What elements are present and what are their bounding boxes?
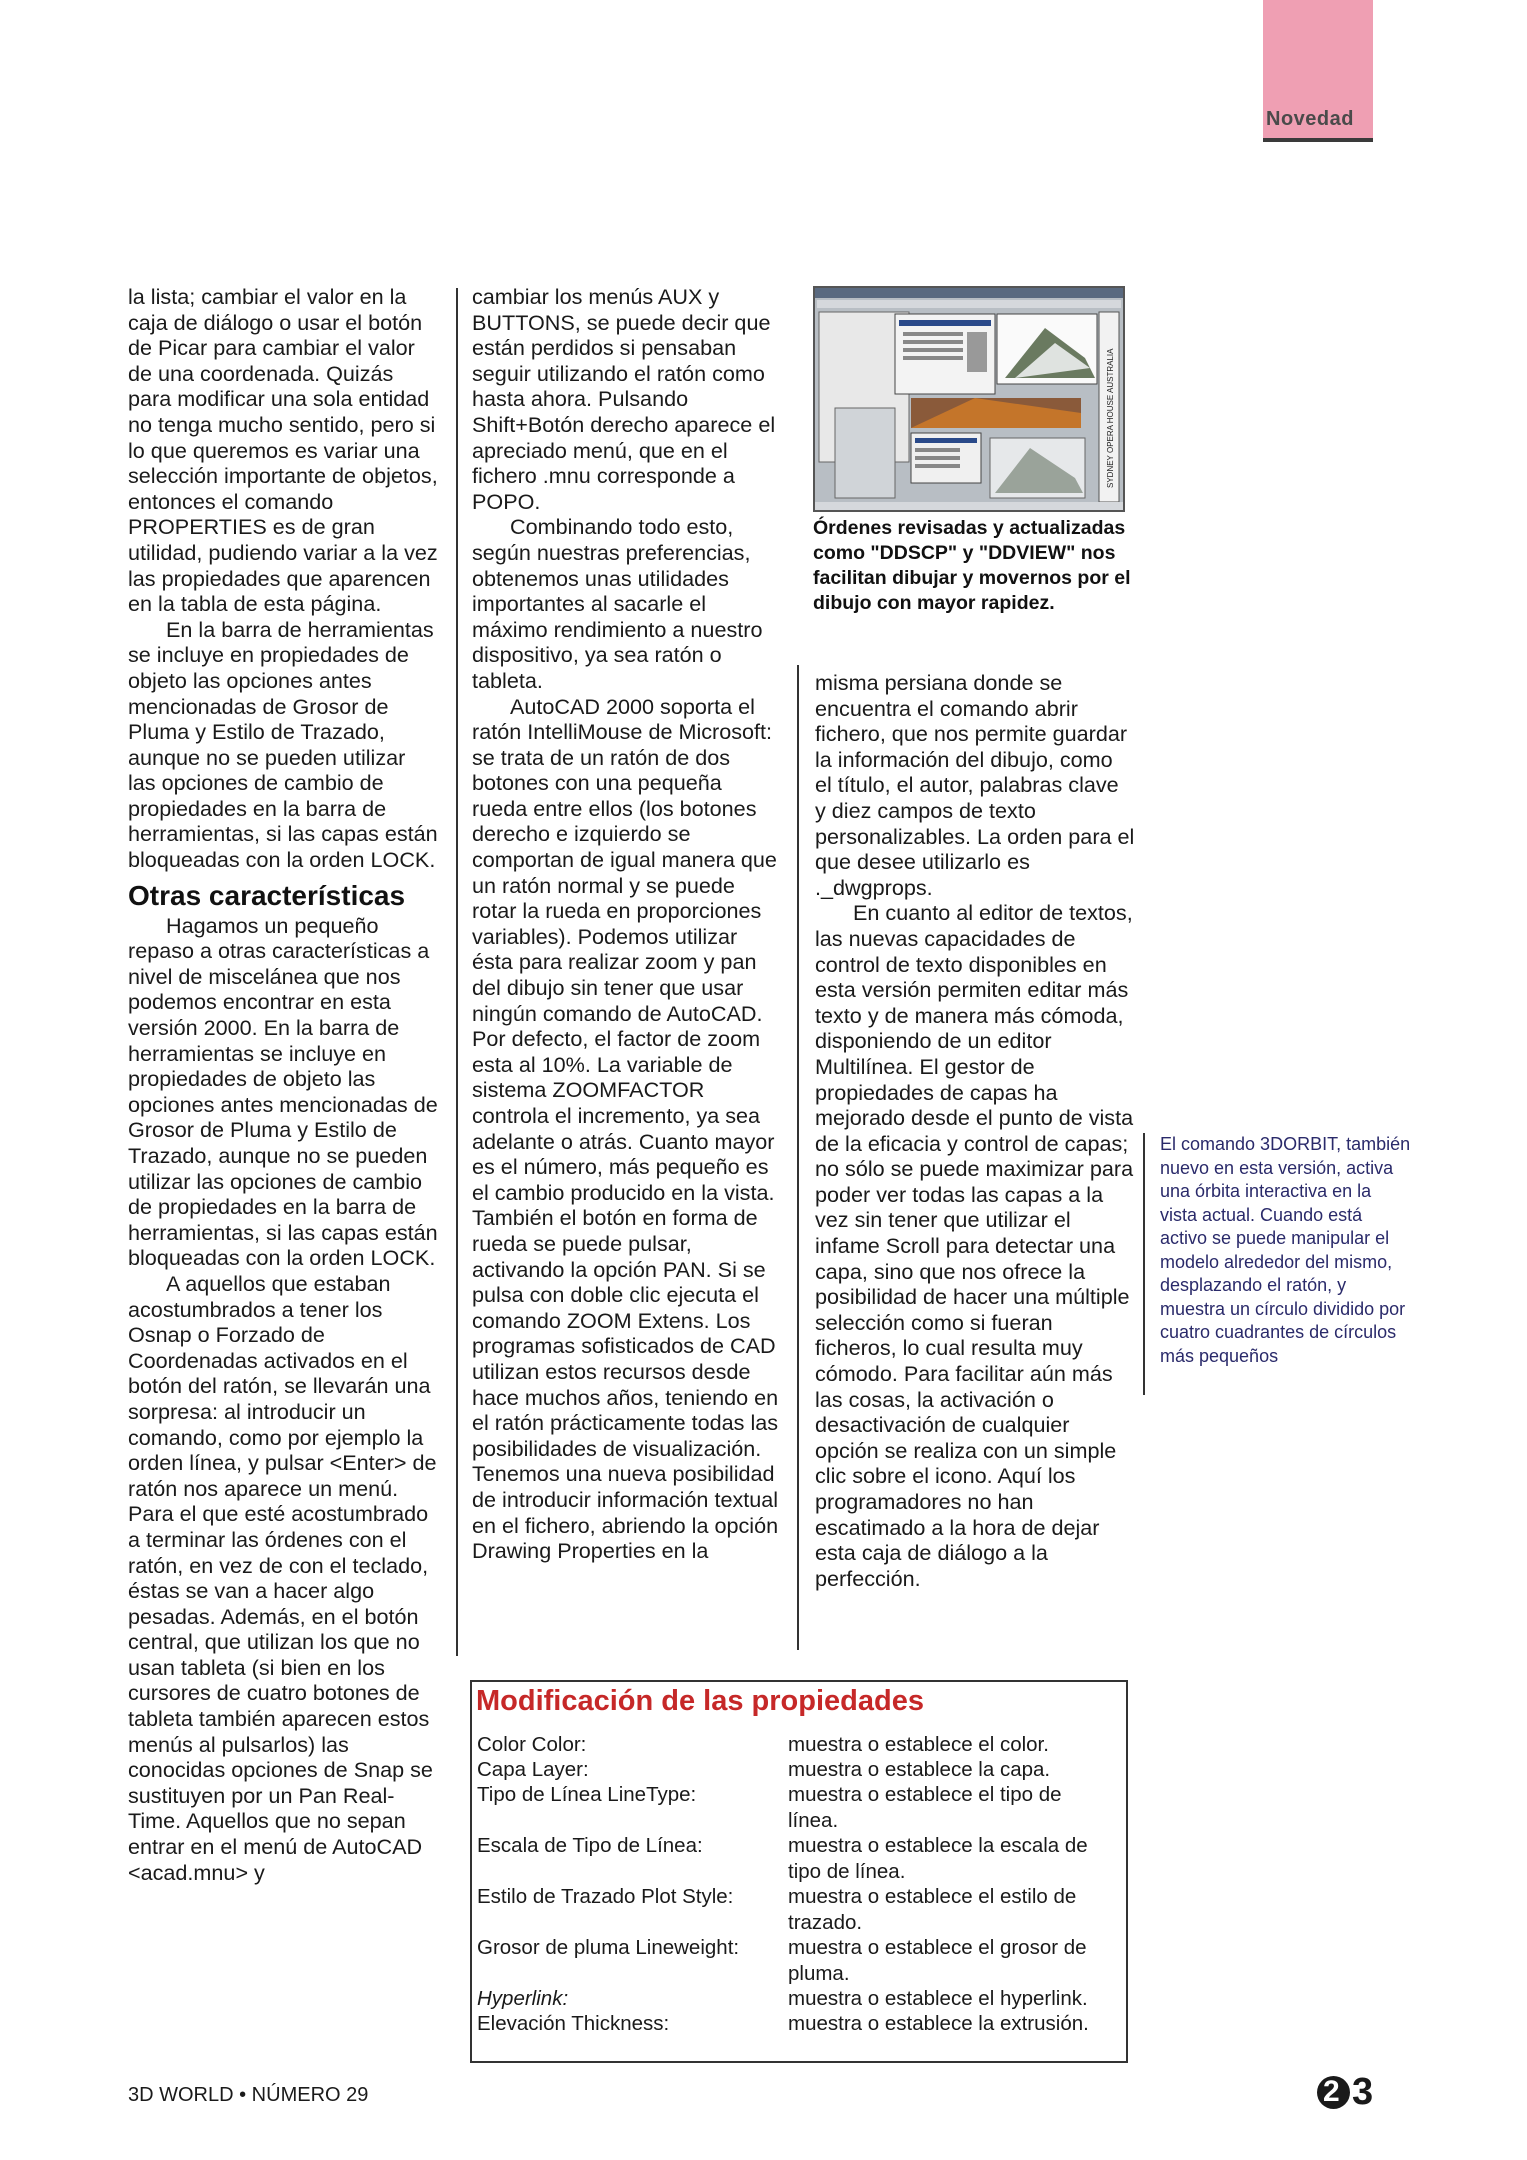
column-rule-1 [456, 288, 458, 1656]
property-description: muestra o establece la extrusión. [788, 2012, 1089, 2035]
col2-paragraph-1: cambiar los menús AUX y BUTTONS, se puede decir que están perdidos si pensaban seguir utilizando el ratón como hasta ahora. Pulsando Shift+Botón derecho aparece el apreciado menú, que en el fichero .mnu corresponde a POPO. [472, 284, 776, 514]
property-description: muestra o establece el color. [788, 1733, 1049, 1756]
figure-caption: Órdenes revisadas y actualizadas como "DDSCP" y "DDVIEW" nos facilitan dibujar y movernos por el dibujo con mayor rapidez. [813, 517, 1131, 614]
property-description: muestra o establece la escala de tipo de línea. [788, 1834, 1088, 1883]
side-note: El comando 3DORBIT, también nuevo en esta versión, activa una órbita interactiva en la vista actual. Cuando está activo se puede manipular el modelo alrededor del mismo, desplazando el ratón, y muestra un círculo dividido por cuatro cuadrantes de círculos más pequeños [1160, 1134, 1411, 1366]
property-description: muestra o establece el grosor de pluma. [788, 1936, 1087, 1985]
property-label: Elevación Thickness: [477, 2012, 670, 2035]
property-description: muestra o establece la capa. [788, 1758, 1051, 1781]
section-heading: Otras características [128, 879, 406, 911]
col1-paragraph-3: Hagamos un pequeño repaso a otras características a nivel de miscelánea que nos podemos encontrar en esta versión 2000. En la barra de herramientas se incluye en propiedades de objeto las opciones antes mencionadas de Grosor de Pluma y Estilo de Trazado, aunque no se pueden utilizar las opciones de cambio de propiedades en la barra de herramientas, si las capas están bloqueadas con la orden LOCK. [128, 912, 438, 1271]
property-label: Color Color: [477, 1733, 587, 1756]
property-label: Tipo de Línea LineType: [477, 1783, 697, 1806]
screenshot-illustration [815, 288, 1123, 510]
property-label: Escala de Tipo de Línea: [477, 1834, 703, 1857]
col3-paragraph-1: misma persiana donde se encuentra el comando abrir fichero, que nos permite guardar la información del dibujo, como el título, el autor, palabras clave y diez campos de texto personalizables. La orden para el que desee utilizarlo es ._dwgprops. [815, 670, 1135, 900]
col1-paragraph-1: la lista; cambiar el valor en la caja de diálogo o usar el botón de Picar para cambiar el valor de una coordenada. Quizás para modificar una sola entidad no tenga mucho sentido, pero si lo que queremos es variar una selección importante de objetos, entonces el comando PROPERTIES es de gran utilidad, pudiendo variar a la vez las propiedades que aparencen en la tabla de esta página. [128, 284, 438, 617]
screenshot-side-text: SYDNEY OPERA HOUSE AUSTRALIA [1106, 348, 1115, 488]
autocad-screenshot [813, 286, 1125, 512]
section-label: Novedad [1266, 108, 1354, 130]
property-label: Grosor de pluma Lineweight: [477, 1936, 740, 1959]
properties-box-title: Modificación de las propiedades [476, 1685, 924, 1717]
property-label: Capa Layer: [477, 1758, 589, 1781]
property-label: Estilo de Trazado Plot Style: [477, 1885, 734, 1908]
column-rule-2 [797, 665, 799, 1650]
col2-paragraph-3: AutoCAD 2000 soporta el ratón IntelliMouse de Microsoft: se trata de un ratón de dos botones con una pequeña rueda entre ellos (los botones derecho e izquierdo se comportan de igual manera que un ratón normal y se puede rotar la rueda en proporciones variables). Podemos utilizar ésta para realizar zoom y pan del dibujo sin tener que usar ningún comando de AutoCAD. Por defecto, el factor de zoom esta al 10%. La variable de sistema ZOOMFACTOR controla el incremento, ya sea adelante o atrás. Cuanto mayor es el número, más pequeño es el cambio producido en la vista. También el botón en forma de rueda se puede pulsar, activando la opción PAN. Si se pulsa con doble clic ejecuta el comando ZOOM Extens. Los programas sofisticados de CAD utilizan estos recursos desde hace muchos años, teniendo en el ratón prácticamente todas las posibilidades de visualización. Tenemos una nueva posibilidad de introducir información textual en el fichero, abriendo la opción Drawing Properties en la [472, 693, 779, 1564]
column-3 [815, 670, 1135, 1591]
col1-paragraph-4: A aquellos que estaban acostumbrados a tener los Osnap o Forzado de Coordenadas activados en el botón del ratón, se llevarán una sorpresa: al introducir un comando, como por ejemplo la orden línea, y pulsar <Enter> de ratón nos aparece un menú. Para el que esté acostumbrado a terminar las órdenes con el ratón, en vez de con el teclado, éstas se van a hacer algo pesadas. Además, en el botón central, que utilizan los que no usan tableta (si bien en los cursores de cuatro botones de tableta también aparecen estos menús al pulsarlos) las conocidas opciones de Snap se sustituyen por un Pan Real-Time. Aquellos que no sepan entrar en el menú de AutoCAD <acad.mnu> y [128, 1270, 437, 1885]
page-number-digit-1: 2 [1323, 2075, 1340, 2108]
page-number-digit-2: 3 [1352, 2071, 1374, 2113]
column-1 [128, 284, 438, 1885]
section-tab-rule [1263, 138, 1373, 142]
side-note-rule [1143, 1133, 1145, 1395]
col1-paragraph-2: En la barra de herramientas se incluye en propiedades de objeto las opciones antes mencionadas de Grosor de Pluma y Estilo de Trazado, aunque no se pueden utilizar las opciones de cambio de propiedades en la barra de herramientas, si las capas están bloqueadas con la orden LOCK. [128, 616, 438, 873]
col3-paragraph-2: En cuanto al editor de textos, las nuevas capacidades de control de texto disponibles en esta versión permiten editar más texto y de manera más cómoda, disponiendo de un editor Multilínea. El gestor de propiedades de capas ha mejorado desde el punto de vista de la eficacia y control de capas; no sólo se puede maximizar para poder ver todas las capas a la vez sin tener que utilizar el infame Scroll para detectar una capa, sino que nos ofrece la posibilidad de hacer una múltiple selección como si fueran ficheros, lo cual resulta muy cómodo. Para facilitar aún más las cosas, la activación o desactivación de cualquier opción se realiza con un simple clic sobre el icono. Aquí los programadores no han escatimado a la hora de dejar esta caja de diálogo a la perfección. [815, 900, 1134, 1591]
property-description: muestra o establece el estilo de trazado. [788, 1885, 1077, 1934]
footer-publication: 3D WORLD • NÚMERO 29 [128, 2084, 369, 2106]
column-2 [472, 284, 782, 1564]
property-label: Hyperlink: [477, 1987, 569, 2010]
property-description: muestra o establece el tipo de línea. [788, 1783, 1062, 1832]
property-description: muestra o establece el hyperlink. [788, 1987, 1088, 2010]
col2-paragraph-2: Combinando todo esto, según nuestras preferencias, obtenemos unas utilidades importantes al sacarle el máximo rendimiento a nuestro dispositivo, ya sea ratón o tableta. [472, 514, 763, 693]
